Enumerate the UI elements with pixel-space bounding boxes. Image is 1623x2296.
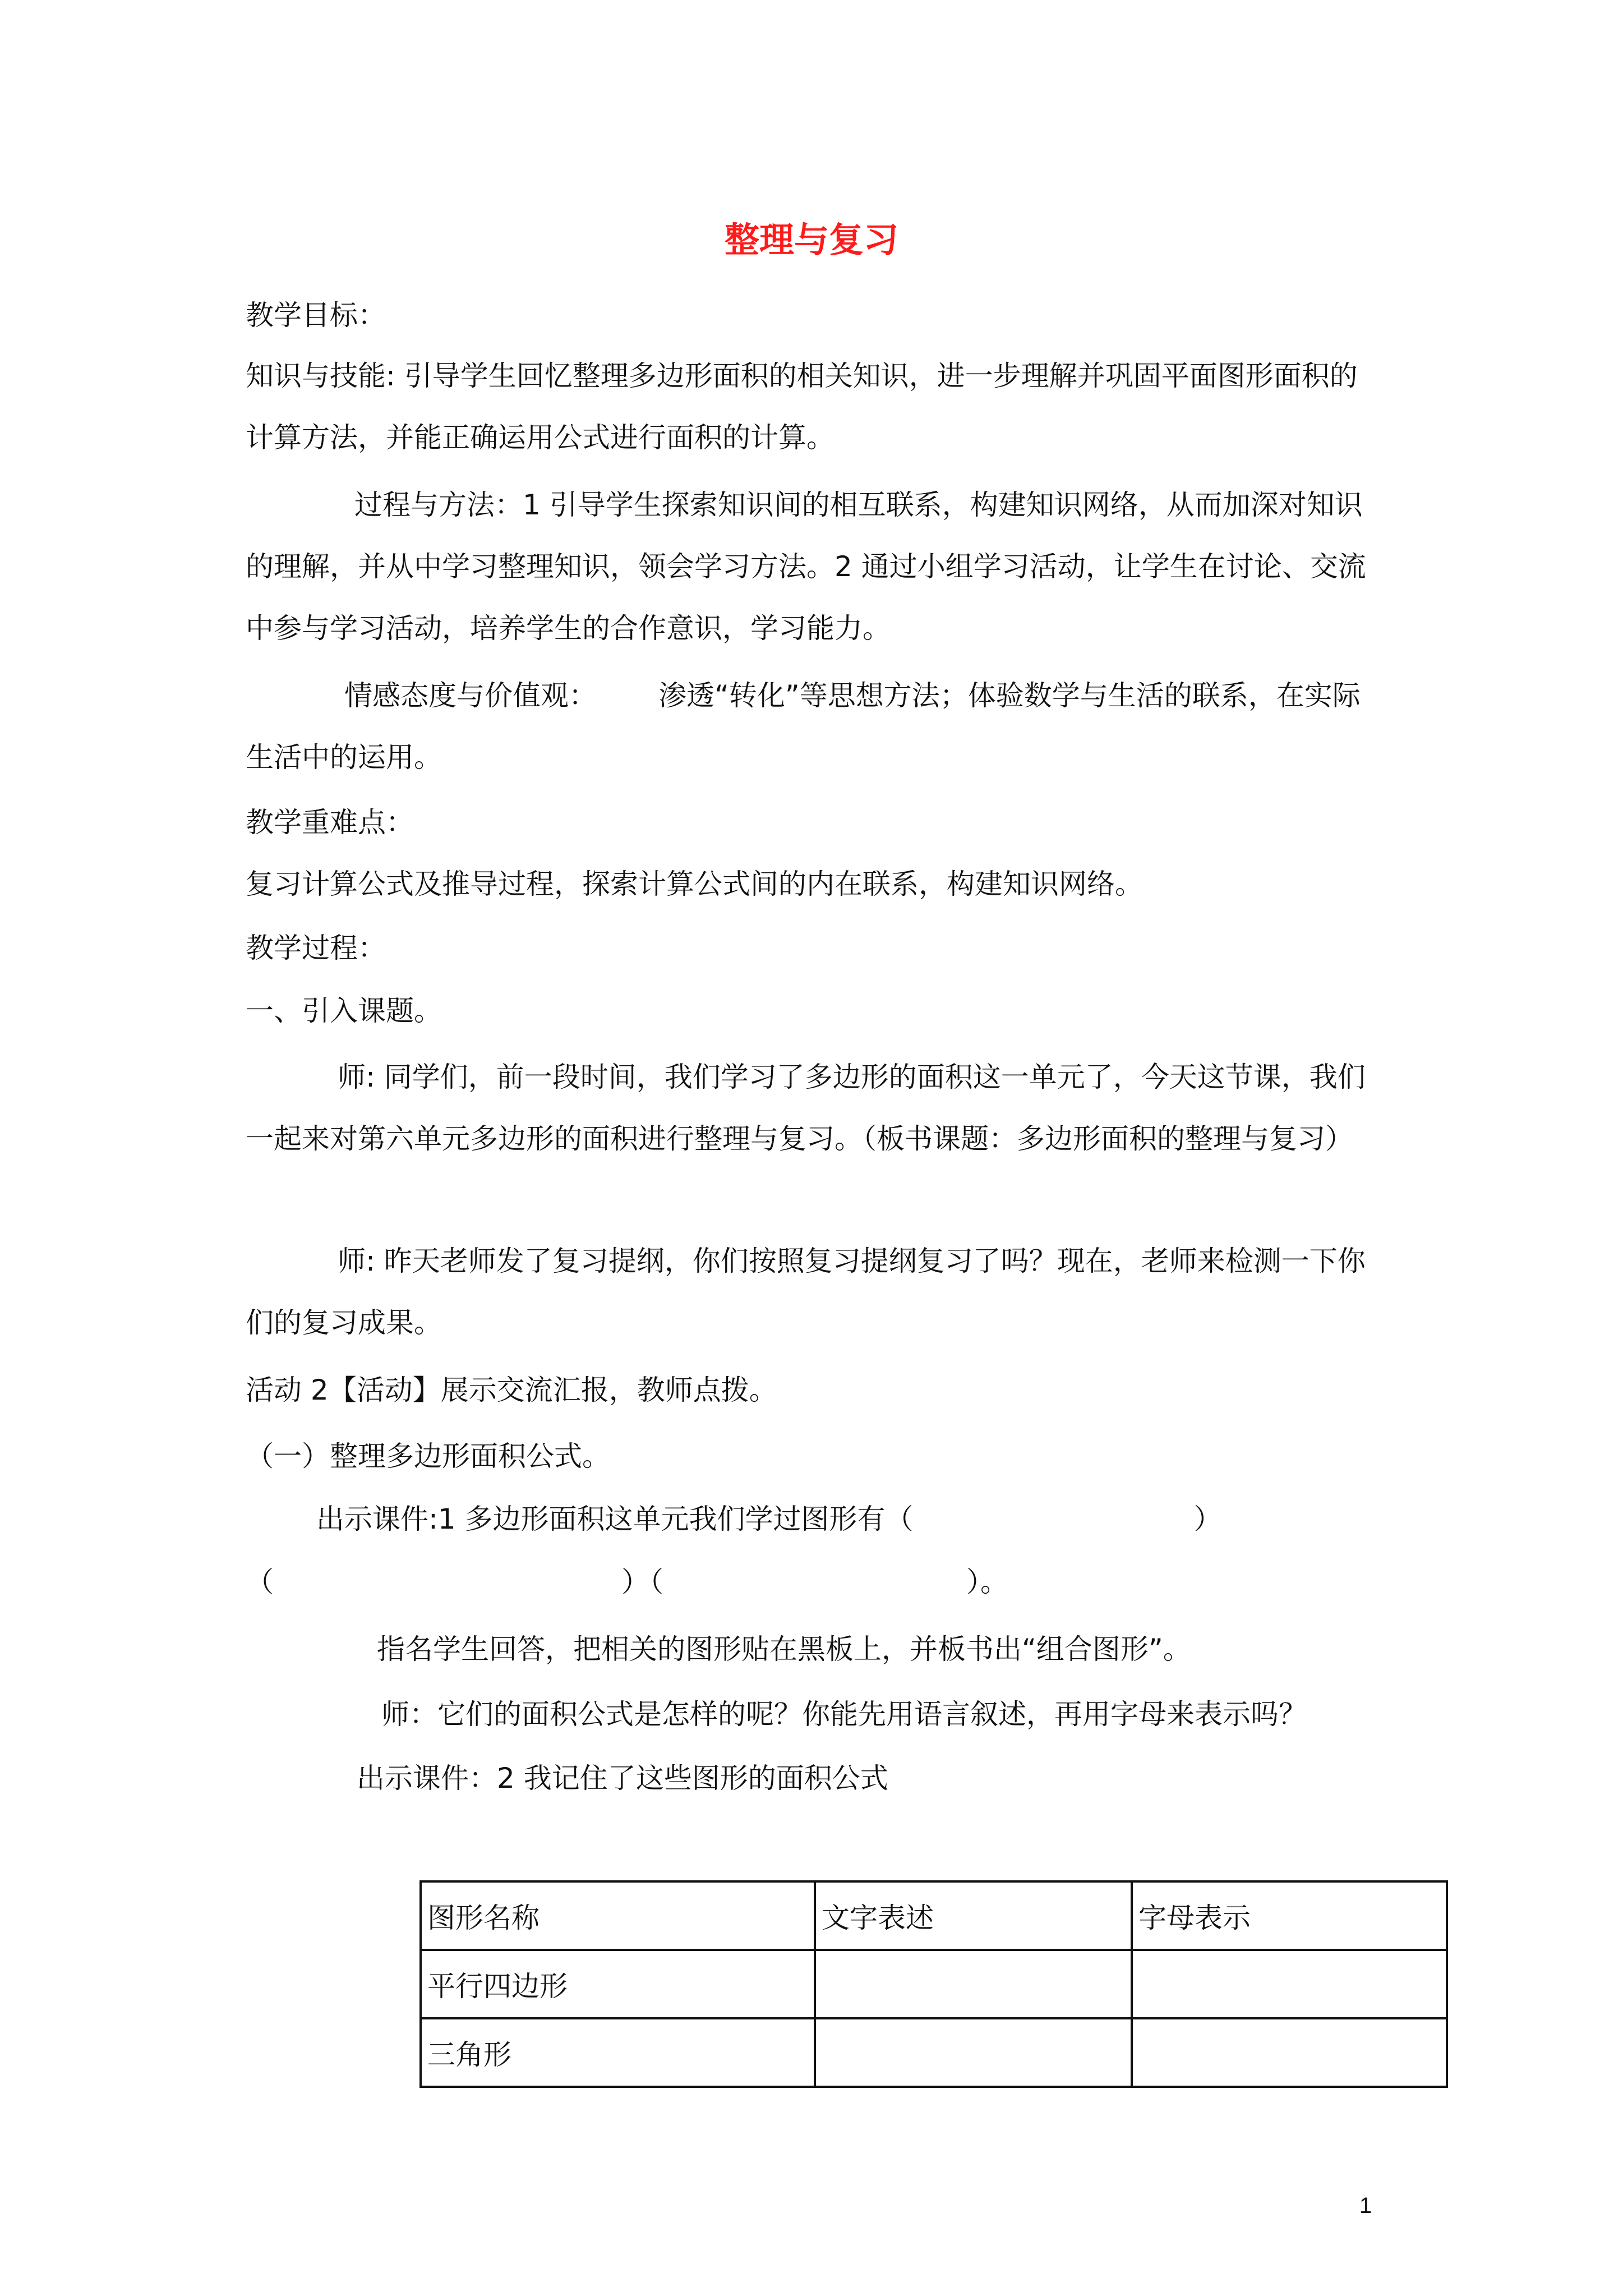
table-cell [815, 1950, 1132, 2018]
table-header-cell: 图形名称 [421, 1881, 815, 1950]
instruction-line: 指名学生回答，把相关的图形贴在黑板上，并板书出“组合图形”。 [377, 1633, 1191, 1665]
courseware-1-close: ） [1193, 1503, 1222, 1535]
emotion-line-1 [344, 679, 1361, 712]
emotion-rest: 渗透“转化”等思想方法；体验数学与生活的联系，在实际 [658, 679, 1361, 712]
formula-table [419, 1880, 1448, 2088]
document-title: 整理与复习 [724, 219, 898, 260]
table-cell [1132, 2018, 1447, 2087]
knowledge-line-2: 计算方法，并能正确运用公式进行面积的计算。 [246, 421, 834, 454]
table-header-cell: 字母表示 [1132, 1881, 1447, 1950]
table-cell [815, 2018, 1132, 2087]
difficulty-text: 复习计算公式及推导过程，探索计算公式间的内在联系，构建知识网络。 [246, 868, 1143, 900]
table-cell: 三角形 [421, 2018, 815, 2087]
process-line-1: 过程与方法：1 引导学生探索知识间的相互联系，构建知识网络，从而加深对知识 [354, 489, 1363, 521]
table-header-cell: 文字表述 [815, 1881, 1132, 1950]
teacher-3-line: 师：它们的面积公式是怎样的呢？你能先用语言叙述，再用字母来表示吗？ [381, 1698, 1307, 1731]
process-line-2: 的理解，并从中学习整理知识，领会学习方法。2 通过小组学习活动，让学生在讨论、交流 [246, 550, 1366, 583]
courseware-1-text: 出示课件:1 多边形面积这单元我们学过图形有（ [316, 1503, 914, 1535]
step-1: 一、引入课题。 [246, 995, 442, 1027]
blank-middle: ）（ [621, 1566, 663, 1598]
difficulty-heading: 教学重难点： [246, 806, 414, 839]
process-heading: 教学过程： [246, 932, 386, 964]
teacher-2-line-1: 师: 昨天老师发了复习提纲，你们按照复习提纲复习了吗？现在，老师来检测一下你 [338, 1245, 1366, 1277]
knowledge-line-1: 知识与技能: 引导学生回忆整理多边形面积的相关知识，进一步理解并巩固平面图形面积的 [246, 360, 1358, 392]
blank-open: （ [246, 1566, 274, 1598]
teacher-1-line-1: 师: 同学们，前一段时间，我们学习了多边形的面积这一单元了，今天这节课，我们 [338, 1061, 1366, 1093]
page-number: 1 [1359, 2193, 1372, 2218]
table-header-row [421, 1881, 1447, 1950]
courseware-1-line-1 [316, 1502, 1222, 1536]
emotion-line-2: 生活中的运用。 [246, 741, 442, 774]
teacher-2-line-2: 们的复习成果。 [246, 1306, 442, 1339]
teacher-1-line-2: 一起来对第六单元多边形的面积进行整理与复习。（板书课题：多边形面积的整理与复习） [246, 1122, 1353, 1155]
blank-end: ）。 [966, 1566, 1008, 1598]
table-row [421, 1950, 1447, 2018]
activity-2: 活动 2【活动】展示交流汇报，教师点拨。 [246, 1374, 777, 1406]
goals-heading: 教学目标： [246, 299, 386, 332]
subsection-1: （一）整理多边形面积公式。 [246, 1440, 610, 1473]
emotion-label: 情感态度与价值观： [344, 679, 597, 712]
table-cell: 平行四边形 [421, 1950, 815, 2018]
table-cell [1132, 1950, 1447, 2018]
process-line-3: 中参与学习活动，培养学生的合作意识，学习能力。 [246, 612, 891, 645]
courseware-2-line: 出示课件：2 我记住了这些图形的面积公式 [357, 1762, 888, 1795]
courseware-1-line-2 [246, 1565, 1008, 1599]
table-row [421, 2018, 1447, 2087]
